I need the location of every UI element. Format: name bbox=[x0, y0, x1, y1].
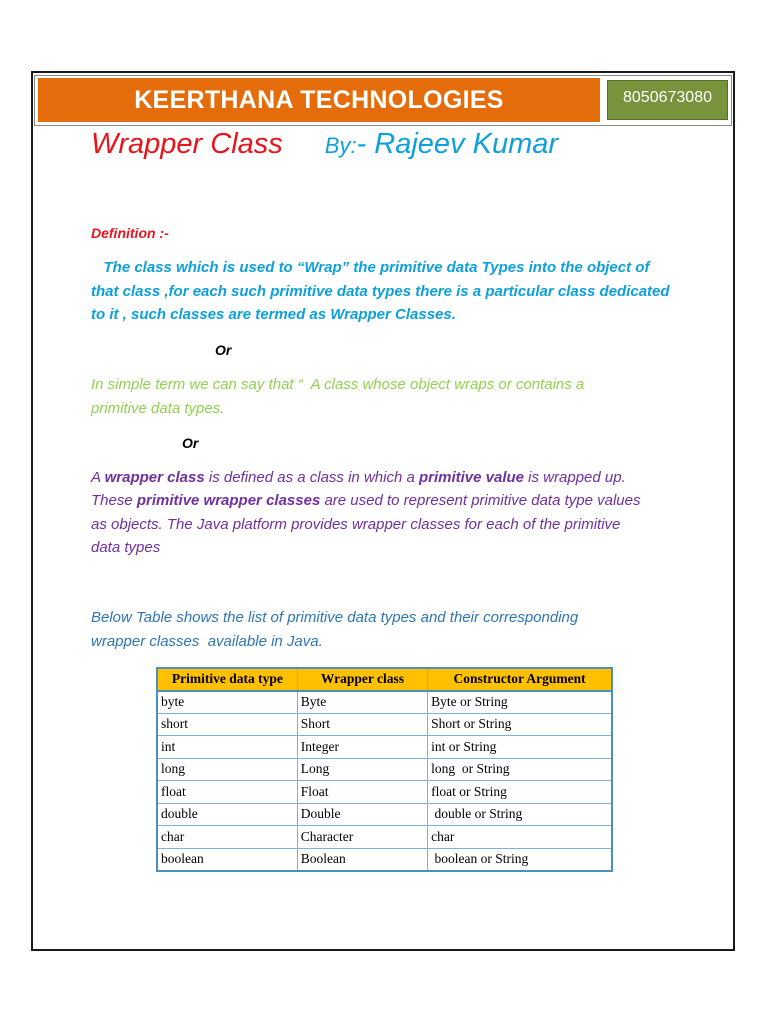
cell-wrapper: Double bbox=[297, 803, 427, 826]
cell-wrapper: Float bbox=[297, 781, 427, 804]
title-author: - Rajeev Kumar bbox=[356, 128, 559, 160]
page-title bbox=[91, 128, 558, 161]
text-run: is defined as a class in which a bbox=[204, 469, 419, 486]
table-row bbox=[157, 691, 612, 714]
table-intro-line-2: wrapper classes available in Java. bbox=[91, 633, 323, 650]
simple-term-line-2: primitive data types. bbox=[91, 400, 225, 417]
header-wrapper-class: Wrapper class bbox=[297, 668, 427, 691]
cell-wrapper: Long bbox=[297, 758, 427, 781]
cell-constructor: Short or String bbox=[428, 713, 612, 736]
cell-wrapper: Short bbox=[297, 713, 427, 736]
cell-wrapper: Boolean bbox=[297, 848, 427, 871]
cell-primitive: int bbox=[157, 736, 297, 759]
cell-primitive: char bbox=[157, 826, 297, 849]
company-name: KEERTHANA TECHNOLOGIES bbox=[134, 85, 504, 114]
definition-line-3: to it , such classes are termed as Wrapper Classes. bbox=[91, 306, 456, 323]
cell-constructor: float or String bbox=[428, 781, 612, 804]
cell-constructor: int or String bbox=[428, 736, 612, 759]
definition-line-1: The class which is used to “Wrap” the primitive data Types into the object of bbox=[91, 259, 650, 276]
definition-label: Definition :- bbox=[91, 225, 169, 241]
term-primitive-value: primitive value bbox=[418, 469, 525, 486]
text-run: are used to represent primitive data type values bbox=[320, 492, 641, 509]
text-run: A bbox=[91, 469, 105, 486]
cell-primitive: byte bbox=[157, 691, 297, 714]
cell-constructor: boolean or String bbox=[428, 848, 612, 871]
cell-primitive: double bbox=[157, 803, 297, 826]
definition-line-2: that class ,for each such primitive data types there is a particular class dedicated bbox=[91, 283, 670, 300]
table-row bbox=[157, 826, 612, 849]
wrapper-def-line-4: data types bbox=[91, 539, 161, 556]
cell-wrapper: Integer bbox=[297, 736, 427, 759]
cell-constructor: Byte or String bbox=[428, 691, 612, 714]
table-row bbox=[157, 758, 612, 781]
text-run: These bbox=[91, 492, 137, 509]
phone-badge bbox=[607, 80, 728, 120]
table-intro-line-1: Below Table shows the list of primitive data types and their corresponding bbox=[91, 609, 579, 626]
wrapper-class-table bbox=[156, 667, 613, 872]
cell-primitive: short bbox=[157, 713, 297, 736]
header-primitive-type: Primitive data type bbox=[157, 668, 297, 691]
table-row bbox=[157, 781, 612, 804]
company-banner bbox=[38, 78, 600, 122]
table-row bbox=[157, 803, 612, 826]
term-primitive-wrapper-classes: primitive wrapper classes bbox=[136, 492, 321, 509]
wrapper-def-line-1 bbox=[91, 466, 626, 490]
wrapper-def-line-2 bbox=[91, 489, 640, 513]
cell-primitive: float bbox=[157, 781, 297, 804]
text-run: is wrapped up. bbox=[524, 469, 626, 486]
cell-primitive: boolean bbox=[157, 848, 297, 871]
cell-primitive: long bbox=[157, 758, 297, 781]
or-separator-1: Or bbox=[215, 342, 232, 358]
simple-term-line-1: In simple term we can say that “ A class whose object wraps or contains a bbox=[91, 376, 585, 393]
cell-constructor: double or String bbox=[428, 803, 612, 826]
title-by: By: bbox=[324, 133, 357, 158]
table-row bbox=[157, 736, 612, 759]
table-row bbox=[157, 713, 612, 736]
cell-constructor: long or String bbox=[428, 758, 612, 781]
cell-constructor: char bbox=[428, 826, 612, 849]
header-constructor-argument: Constructor Argument bbox=[428, 668, 612, 691]
title-main: Wrapper Class bbox=[91, 128, 283, 160]
or-separator-2: Or bbox=[182, 435, 199, 451]
phone-number: 8050673080 bbox=[623, 89, 712, 106]
term-wrapper-class: wrapper class bbox=[104, 469, 205, 486]
wrapper-def-line-3: as objects. The Java platform provides wrapper classes for each of the primitive bbox=[91, 516, 621, 533]
table-row bbox=[157, 848, 612, 871]
table-header-row bbox=[157, 668, 612, 691]
cell-wrapper: Character bbox=[297, 826, 427, 849]
cell-wrapper: Byte bbox=[297, 691, 427, 714]
